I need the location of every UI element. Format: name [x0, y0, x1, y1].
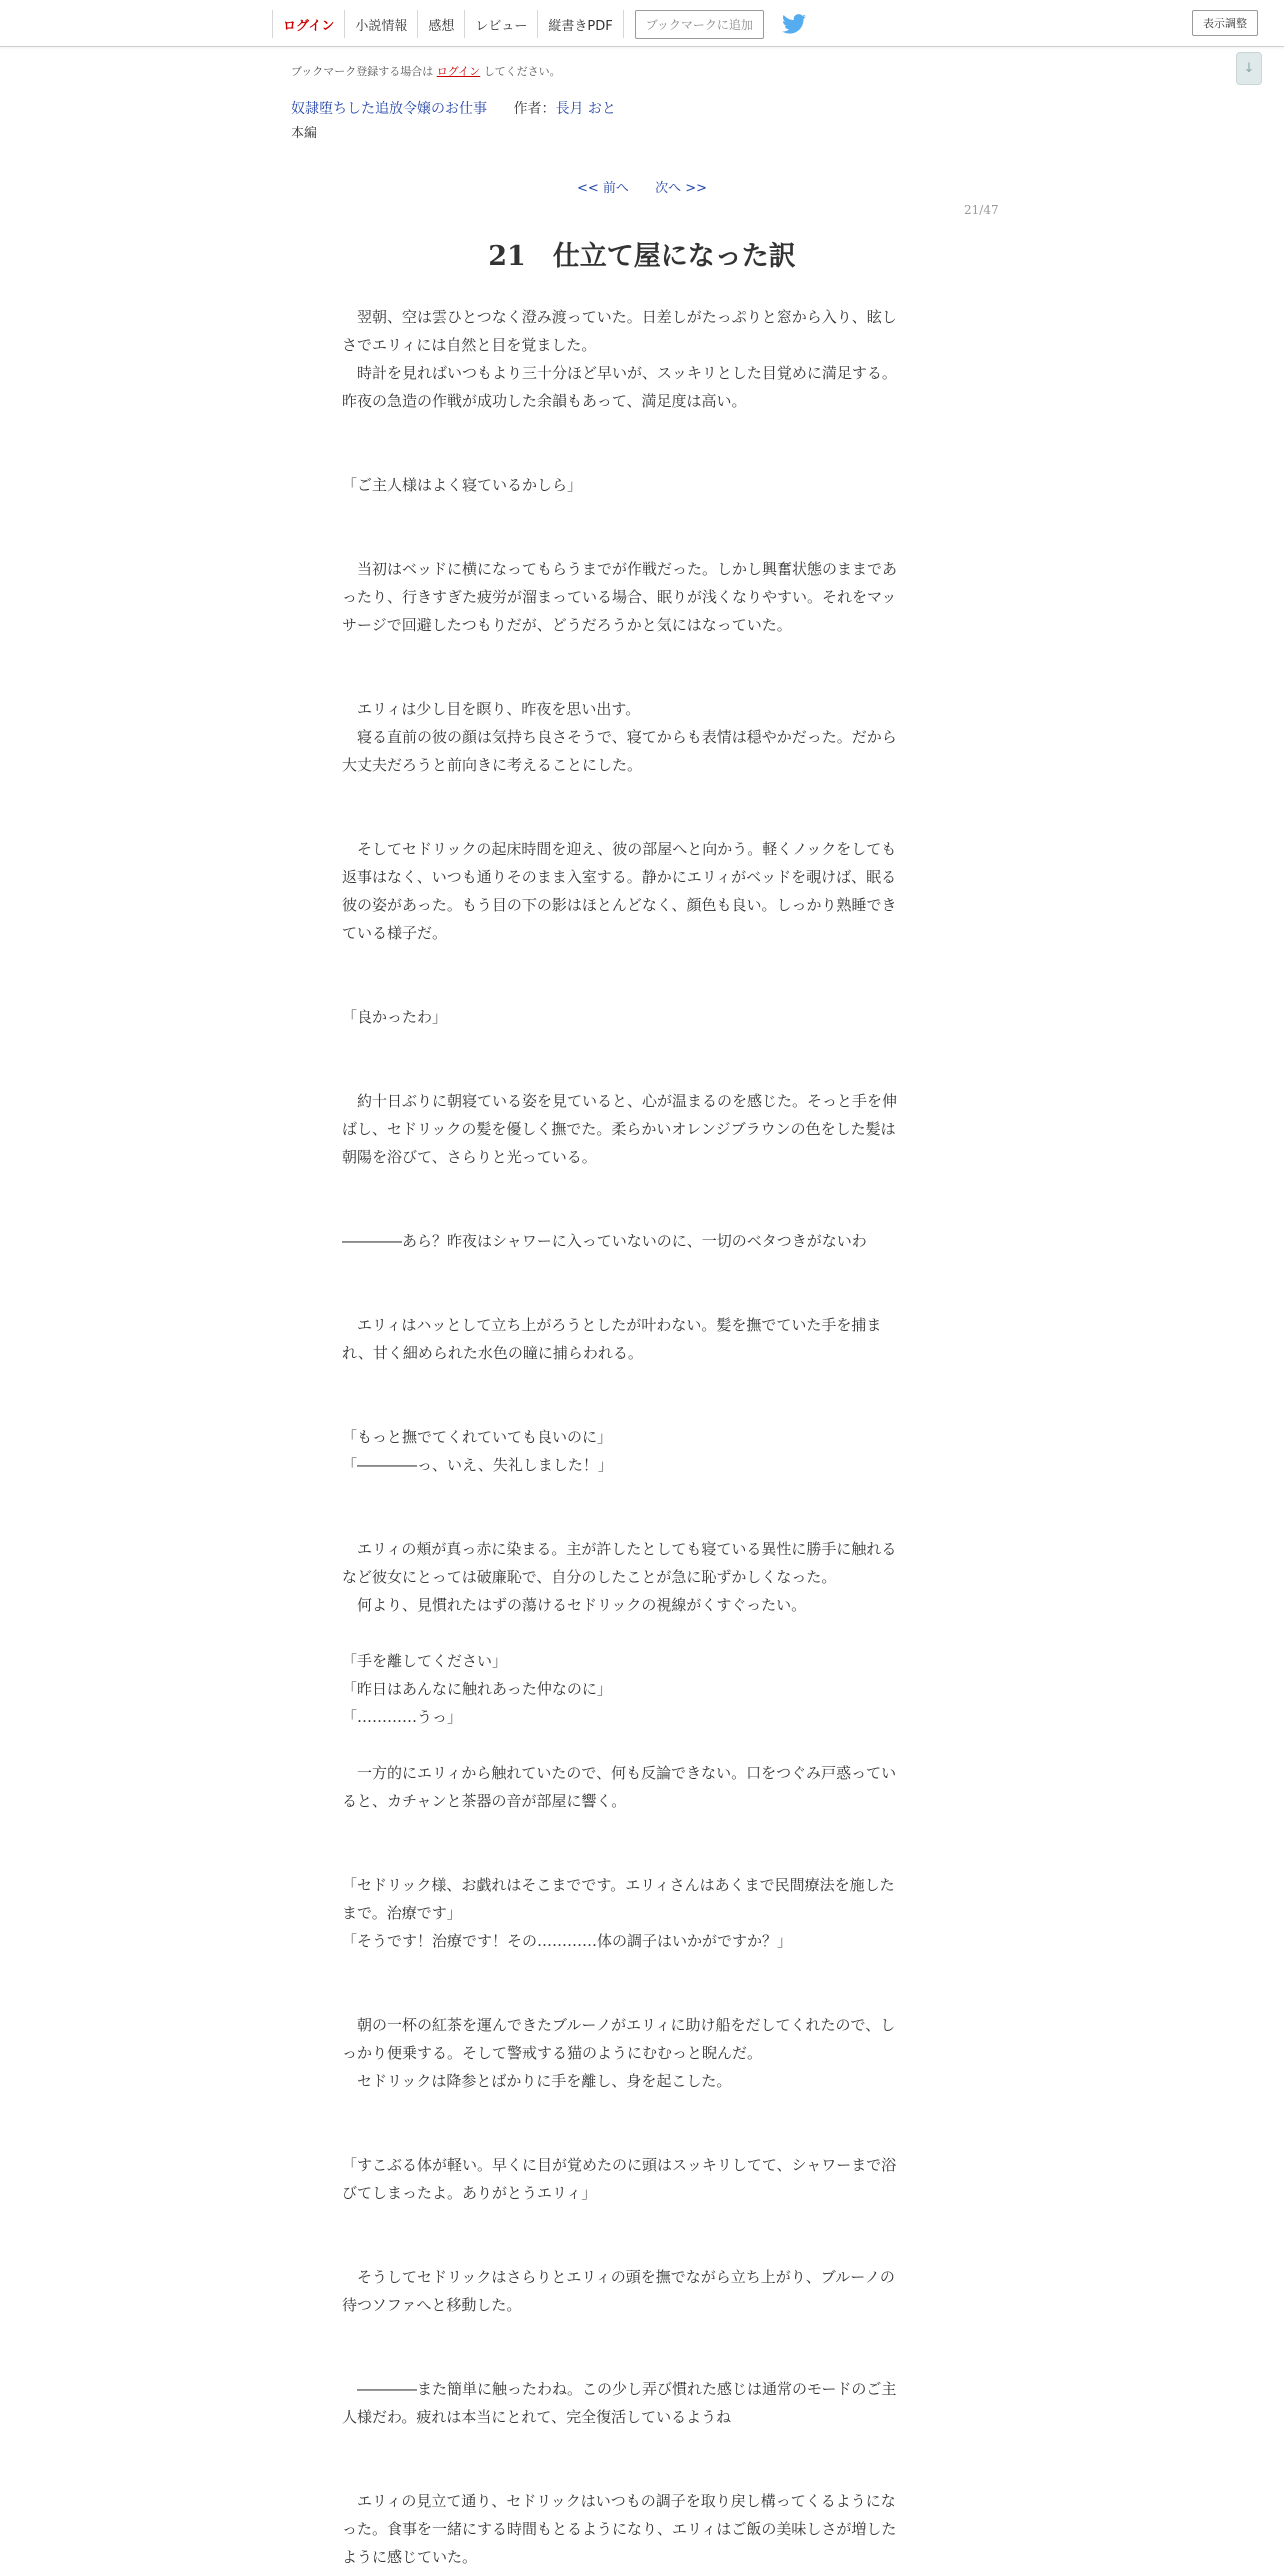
body-line	[342, 975, 936, 1003]
body-line: 「そうです！治療です！その…………体の調子はいかがですか？」	[342, 1932, 793, 1950]
body-line: ――――あら？昨夜はシャワーに入っていないのに、一切のベタつきがないわ	[342, 1232, 867, 1250]
nav-impressions-link[interactable]: 感想	[417, 10, 464, 38]
body-line: ――――また簡単に触ったわね。この少し弄び慣れた感じは通常のモードのご主	[342, 2380, 897, 2398]
body-line: 待つソファへと移動した。	[342, 2296, 522, 2314]
body-line: 人様だわ。疲れは本当にとれて、完全復活しているようね	[342, 2408, 732, 2426]
body-line: 彼の姿があった。もう目の下の影はほとんどなく、顔色も良い。しっかり熟睡でき	[342, 896, 897, 914]
body-line	[342, 1255, 936, 1283]
body-line	[342, 1171, 936, 1199]
body-line: 朝陽を浴びて、さらりと光っている。	[342, 1148, 597, 1166]
body-line: れ、甘く細められた水色の瞳に捕らわれる。	[342, 1344, 643, 1362]
twitter-bird-icon	[782, 14, 806, 34]
body-line	[342, 1059, 936, 1087]
scroll-down-button[interactable]	[1236, 52, 1262, 85]
body-line: 「セドリック様、お戯れはそこまでです。エリィさんはあくまで民間療法を施した	[342, 1876, 895, 1894]
body-line: 「…………うっ」	[342, 1708, 463, 1726]
body-line: エリィはハッとして立ち上がろうとしたが叶わない。髪を撫でていた手を捕ま	[342, 1316, 882, 1334]
body-line: 一方的にエリィから触れていたので、何も反論できない。口をつぐみ戸惑ってい	[342, 1764, 897, 1782]
body-line: 「昨日はあんなに触れあった仲なのに」	[342, 1680, 612, 1698]
body-line	[342, 1507, 936, 1535]
body-line: まで。治療です」	[342, 1904, 462, 1922]
body-line	[342, 2347, 936, 2375]
bookmark-notice-before: ブックマーク登録する場合は	[291, 65, 434, 78]
body-line	[342, 1731, 936, 1759]
next-chapter-link[interactable]: 次へ >>	[655, 181, 707, 196]
body-line	[342, 2095, 936, 2123]
body-line	[342, 1983, 936, 2011]
body-line: エリィの見立て通り、セドリックはいつもの調子を取り戻し構ってくるようにな	[342, 2492, 896, 2510]
body-line	[342, 1619, 936, 1647]
body-line: ると、カチャンと茶器の音が部屋に響く。	[342, 1792, 627, 1810]
body-line	[342, 667, 936, 695]
bookmark-notice-after: してください。	[483, 65, 561, 78]
chapter-title: 21 仕立て屋になった訳	[488, 241, 796, 272]
body-line: 約十日ぶりに朝寝ている姿を見ていると、心が温まるのを感じた。そっと手を伸	[342, 1092, 898, 1110]
body-line: 昨夜の急造の作戦が成功した余韻もあって、満足度は高い。	[342, 392, 747, 410]
body-line	[342, 2319, 936, 2347]
nav-review-link[interactable]: レビュー	[464, 10, 537, 38]
section-label: 本編	[291, 126, 318, 141]
body-line: エリィの頬が真っ赤に染まる。主が許したとしても寝ている異性に勝手に触れる	[342, 1540, 897, 1558]
bookmark-notice	[291, 63, 561, 79]
body-line: った。食事を一緒にする時間もとるようになり、エリィはご飯の美味しさが増した	[342, 2520, 897, 2538]
body-line: 「良かったわ」	[342, 1008, 448, 1026]
prev-chapter-link[interactable]: << 前へ	[577, 181, 629, 196]
body-line	[342, 1843, 936, 1871]
author-link[interactable]: 長月 おと	[555, 101, 616, 117]
body-line	[342, 1395, 936, 1423]
nav-novel-info-link[interactable]: 小説情報	[344, 10, 417, 38]
body-line: ている様子だ。	[342, 924, 448, 942]
body-line: ばし、セドリックの髪を優しく撫でた。柔らかいオレンジブラウンの色をした髪は	[342, 1120, 896, 1138]
body-line: セドリックは降参とばかりに手を離し、身を起こした。	[342, 2072, 732, 2090]
body-line: 「――――っ、いえ、失礼しました！」	[342, 1456, 613, 1474]
body-line: 当初はベッドに横になってもらうまでが作戦だった。しかし興奮状態のままであ	[342, 560, 898, 578]
body-line: エリィは少し目を瞑り、昨夜を思い出す。	[342, 700, 641, 718]
body-line: 「手を離してください」	[342, 1652, 508, 1670]
chapter-pager	[0, 177, 1284, 196]
body-line	[342, 2235, 936, 2263]
novel-body	[342, 303, 936, 2568]
chapter-count: 21/47	[964, 203, 999, 217]
body-line: 朝の一杯の紅茶を運んできたブルーノがエリィに助け船をだしてくれたので、し	[342, 2016, 896, 2034]
header-nav	[272, 10, 807, 38]
body-line: 翌朝、空は雲ひとつなく澄み渡っていた。日差しがたっぷりと窓から入り、眩し	[342, 308, 897, 326]
body-line: 「もっと撫でてくれていても良いのに」	[342, 1428, 613, 1446]
display-settings-button[interactable]: 表示調整	[1192, 10, 1258, 36]
body-line	[342, 2123, 936, 2151]
body-line: さでエリィには自然と目を覚ました。	[342, 336, 597, 354]
nav-login-link[interactable]: ログイン	[272, 10, 344, 38]
body-line	[342, 499, 936, 527]
body-line	[342, 2207, 936, 2235]
body-line: 何より、見慣れたはずの蕩けるセドリックの視線がくすぐったい。	[342, 1596, 807, 1614]
body-line	[342, 1283, 936, 1311]
body-line: そしてセドリックの起床時間を迎え、彼の部屋へと向かう。軽くノックをしても	[342, 840, 897, 858]
body-line	[342, 639, 936, 667]
body-line: 「すこぶる体が軽い。早くに目が覚めたのに頭はスッキリしてて、シャワーまで浴	[342, 2156, 897, 2174]
body-line: 時計を見ればいつもより三十分ほど早いが、スッキリとした目覚めに満足する。	[342, 364, 897, 382]
body-line: 寝る直前の彼の顔は気持ち良さそうで、寝てからも表情は穏やかだった。だから	[342, 728, 897, 746]
body-line	[342, 2459, 936, 2487]
body-line: そうしてセドリックはさらりとエリィの頭を撫でながら立ち上がり、ブルーノの	[342, 2268, 895, 2286]
body-line: 「ご主人様はよく寝ているかしら」	[342, 476, 583, 494]
site-header	[0, 0, 1284, 47]
body-line	[342, 443, 936, 471]
body-line	[342, 779, 936, 807]
add-bookmark-button[interactable]: ブックマークに追加	[635, 10, 764, 39]
body-line	[342, 1199, 936, 1227]
body-line	[342, 2431, 936, 2459]
body-line: びてしまったよ。ありがとうエリィ」	[342, 2184, 597, 2202]
body-line: 返事はなく、いつも通りそのまま入室する。静かにエリィがベッドを覗けば、眠る	[342, 868, 897, 886]
body-line: ったり、行きすぎた疲労が溜まっている場合、眠りが浅くなりやすい。それをマッ	[342, 588, 897, 606]
novel-title-link[interactable]: 奴隷堕ちした追放令嬢のお仕事	[291, 101, 487, 117]
body-line	[342, 807, 936, 835]
body-line	[342, 527, 936, 555]
body-line: など彼女にとっては破廉恥で、自分のしたことが急に恥ずかしくなった。	[342, 1568, 837, 1586]
body-line	[342, 947, 936, 975]
body-line	[342, 415, 936, 443]
body-line	[342, 1955, 936, 1983]
body-line	[342, 1367, 936, 1395]
bookmark-notice-login-link[interactable]: ログイン	[436, 65, 481, 78]
body-line	[342, 1815, 936, 1843]
arrow-down-icon: ↓	[1243, 61, 1255, 76]
body-line: ように感じていた。	[342, 2548, 478, 2566]
novel-info	[291, 98, 616, 118]
twitter-icon[interactable]	[782, 14, 807, 35]
body-line: サージで回避したつもりだが、どうだろうかと気にはなっていた。	[342, 616, 792, 634]
body-line	[342, 1031, 936, 1059]
author-label: 作者：	[513, 101, 556, 117]
body-line	[342, 1479, 936, 1507]
body-line: 大丈夫だろうと前向きに考えることにした。	[342, 756, 643, 774]
body-line: っかり便乗する。そして警戒する猫のようにむむっと睨んだ。	[342, 2044, 763, 2062]
nav-vertical-pdf-link[interactable]: 縦書きPDF	[537, 10, 623, 38]
